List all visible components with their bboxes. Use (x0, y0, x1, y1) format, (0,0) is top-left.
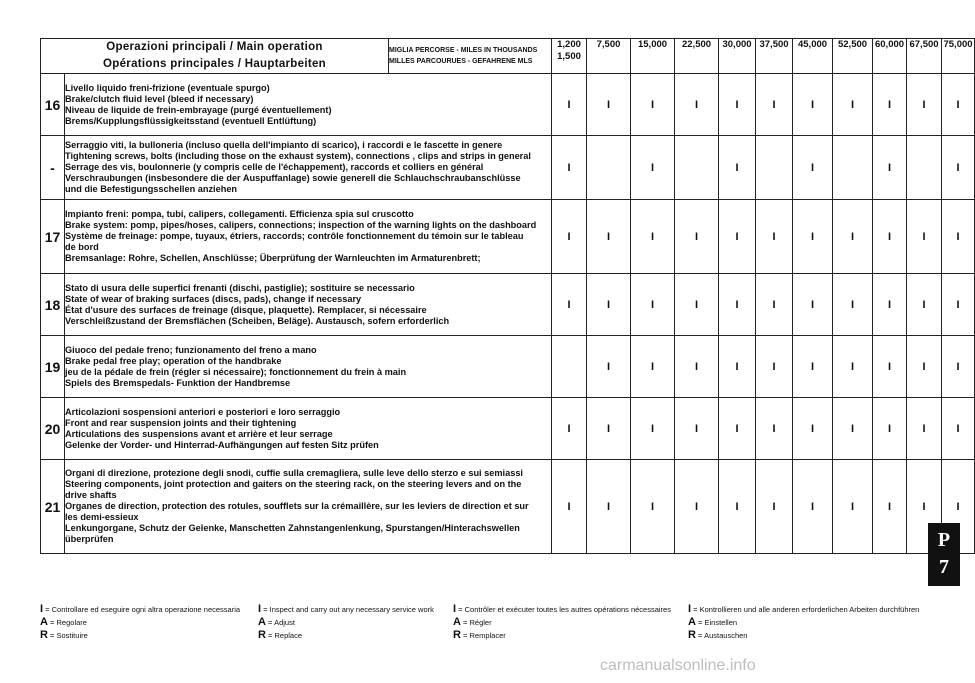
schedule-mark: I (942, 460, 975, 554)
legend-entry (258, 603, 453, 616)
schedule-mark: I (793, 274, 833, 336)
schedule-mark: I (907, 336, 942, 398)
watermark-text: carmanualsonline.info (600, 657, 756, 674)
interval-header (907, 39, 942, 74)
schedule-mark: I (833, 460, 873, 554)
section-tab (928, 523, 960, 586)
schedule-mark: I (833, 398, 873, 460)
schedule-mark: I (793, 336, 833, 398)
description-line: drive shafts (65, 490, 117, 500)
schedule-table (40, 38, 975, 554)
legend-key: A (258, 616, 266, 628)
schedule-body (41, 74, 975, 554)
schedule-row (41, 136, 975, 200)
legend-entry (40, 629, 260, 642)
legend-entry (453, 629, 685, 642)
schedule-mark: I (719, 460, 756, 554)
schedule-mark: I (552, 136, 587, 200)
legend-entry (688, 603, 920, 616)
interval-label: 37,500 (759, 39, 789, 50)
legend-french (453, 603, 685, 645)
schedule-mark: I (719, 398, 756, 460)
interval-header (675, 39, 719, 74)
interval-header (833, 39, 873, 74)
interval-header (942, 39, 975, 74)
schedule-row (41, 274, 975, 336)
schedule-mark: I (631, 274, 675, 336)
row-number: 16 (41, 74, 65, 136)
section-tab-number: 7 (939, 556, 949, 578)
schedule-mark: I (793, 460, 833, 554)
description-line: les demi-essieux (65, 512, 139, 522)
schedule-mark: I (719, 336, 756, 398)
header-title-line1: Operazioni principali / Main operation (106, 41, 323, 53)
schedule-mark: I (587, 460, 631, 554)
schedule-mark: I (631, 200, 675, 274)
operation-description (65, 460, 552, 554)
schedule-mark: I (756, 74, 793, 136)
schedule-mark (675, 136, 719, 200)
schedule-mark: I (756, 274, 793, 336)
schedule-mark: I (793, 200, 833, 274)
schedule-mark (907, 136, 942, 200)
schedule-mark: I (873, 460, 907, 554)
schedule-mark: I (719, 200, 756, 274)
schedule-mark: I (793, 74, 833, 136)
description-line: Serrage des vis, boulonnerie (y compris celle de l'échappement), raccords et colliers en général (65, 162, 484, 172)
schedule-mark: I (587, 74, 631, 136)
schedule-mark: I (756, 460, 793, 554)
description-line: Brems/Kupplungsflüssigkeitsstand (eventuell Entlüftung) (65, 115, 317, 126)
schedule-mark (756, 136, 793, 200)
legend-text: = Remplacer (463, 631, 506, 640)
interval-header (756, 39, 793, 74)
schedule-mark: I (907, 398, 942, 460)
legend-key: A (688, 616, 696, 628)
section-tab-letter: P (937, 529, 951, 551)
schedule-mark: I (552, 200, 587, 274)
legend-key: R (40, 629, 48, 641)
operation-description (65, 200, 552, 274)
description-line: und die Befestigungsschellen anziehen (65, 184, 238, 194)
schedule-mark: I (552, 398, 587, 460)
legend-key: R (258, 629, 266, 641)
interval-label: 45,000 (797, 39, 828, 50)
schedule-mark: I (907, 460, 942, 554)
schedule-row (41, 200, 975, 274)
description-line: Tightening screws, bolts (including those on the exhaust system), connections , clips and strips in general (65, 151, 531, 161)
schedule-row (41, 398, 975, 460)
interval-header (587, 39, 631, 74)
legend-english (258, 603, 453, 645)
operation-description (65, 74, 552, 136)
legend-entry (453, 603, 685, 616)
schedule-mark: I (942, 74, 975, 136)
schedule-mark: I (587, 274, 631, 336)
schedule-mark: I (675, 274, 719, 336)
interval-label: 1,200 (557, 39, 581, 50)
description-line: Organes de direction, protection des rotules, soufflets sur la crémaillère, sur les leviers de direction et sur (65, 501, 529, 511)
schedule-mark: I (942, 336, 975, 398)
schedule-mark: I (675, 200, 719, 274)
schedule-mark: I (907, 74, 942, 136)
legend-text: = Sostituire (50, 631, 88, 640)
description-line: Niveau de liquide de frein-embrayage (purgé éventuellement) (65, 104, 332, 115)
legend-entry (258, 616, 453, 629)
mileage-caption-line1: MIGLIA PERCORSE - MILES IN THOUSANDS (389, 47, 538, 54)
description-line: Serraggio viti, la bulloneria (incluso quella dell'impianto di scarico), i raccordi e le fascette in genere (65, 140, 503, 150)
schedule-mark: I (675, 74, 719, 136)
schedule-mark: I (873, 398, 907, 460)
schedule-mark: I (833, 200, 873, 274)
description-line: überprüfen (65, 534, 114, 544)
description-line: Front and rear suspension joints and their tightening (65, 417, 297, 428)
schedule-mark: I (587, 200, 631, 274)
description-line: Brake/clutch fluid level (bleed if necessary) (65, 93, 254, 104)
legend-entry (40, 603, 260, 616)
description-line: State of wear of braking surfaces (discs, pads), change if necessary (65, 293, 362, 304)
legend-entry (453, 616, 685, 629)
legend-text: = Contrôler et exécuter toutes les autres opérations nécessaires (458, 605, 671, 614)
interval-header (719, 39, 756, 74)
interval-label: 22,500 (681, 39, 712, 50)
description-line: Gelenke der Vorder- und Hinterrad-Aufhängungen auf festen Sitz prüfen (65, 439, 379, 450)
schedule-mark: I (873, 74, 907, 136)
interval-header (631, 39, 675, 74)
legend-key: I (40, 603, 44, 615)
description-line: de bord (65, 242, 99, 252)
operation-description (65, 398, 552, 460)
schedule-mark: I (552, 274, 587, 336)
schedule-mark: I (756, 398, 793, 460)
interval-header (873, 39, 907, 74)
schedule-row (41, 74, 975, 136)
schedule-row (41, 336, 975, 398)
interval-label: 52,500 (837, 39, 868, 50)
row-number: 20 (41, 398, 65, 460)
interval-label: 60,000 (874, 39, 905, 50)
legend-text: = Kontrollieren und alle anderen erforderlichen Arbeiten durchführen (693, 605, 920, 614)
legend-key: A (40, 616, 48, 628)
interval-header (552, 39, 587, 74)
legend-text: = Controllare ed eseguire ogni altra operazione necessaria (45, 605, 241, 614)
schedule-mark: I (587, 336, 631, 398)
legend-key: I (258, 603, 262, 615)
schedule-mark: I (942, 274, 975, 336)
schedule-mark (552, 336, 587, 398)
header-row (41, 39, 975, 74)
description-line: Lenkungorgane, Schutz der Gelenke, Manschetten Zahnstangenlenkung, Spurstangen/Hinterachswellen (65, 523, 520, 533)
schedule-mark: I (675, 460, 719, 554)
legend-text: = Einstellen (698, 618, 738, 627)
description-line: Organi di direzione, protezione degli snodi, cuffie sulla cremagliera, sulle leve dello sterzo e sui semiassi (65, 468, 523, 478)
schedule-mark: I (873, 336, 907, 398)
header-title-line2: Opérations principales / Hauptarbeiten (103, 58, 326, 70)
schedule-mark: I (631, 336, 675, 398)
schedule-mark: I (907, 200, 942, 274)
legend-german (688, 603, 920, 645)
interval-header (793, 39, 833, 74)
schedule-mark: I (942, 200, 975, 274)
description-line: Impianto freni: pompa, tubi, calipers, collegamenti. Efficienza spia sul cruscotto (65, 209, 414, 219)
interval-label: 15,000 (637, 39, 668, 50)
legend-text: = Regolare (50, 618, 87, 627)
legend-entry (40, 616, 260, 629)
mileage-caption (389, 39, 552, 74)
row-number: 21 (41, 460, 65, 554)
schedule-mark: I (631, 136, 675, 200)
description-line: Système de freinage: pompe, tuyaux, étriers, raccords; contrôle fonctionnement du témoin sur le tableau (65, 231, 524, 241)
schedule-mark: I (873, 274, 907, 336)
schedule-mark (833, 136, 873, 200)
legend-key: R (688, 629, 696, 641)
legend-key: I (453, 603, 457, 615)
schedule-mark: I (833, 336, 873, 398)
schedule-mark: I (793, 136, 833, 200)
schedule-mark: I (833, 74, 873, 136)
legend-italian (40, 603, 260, 645)
legend-key: A (453, 616, 461, 628)
legend-entry (688, 616, 913, 629)
schedule-mark: I (675, 336, 719, 398)
legend-entry (688, 629, 913, 642)
schedule-mark: I (873, 136, 907, 200)
legend-text: = Austauschen (698, 631, 748, 640)
row-number: 18 (41, 274, 65, 336)
schedule-mark: I (719, 136, 756, 200)
row-number: - (41, 136, 65, 200)
mileage-caption-line2: MILLES PARCOURUES - GEFAHRENE MLS (389, 58, 533, 65)
schedule-mark: I (719, 274, 756, 336)
description-line: Verschleißzustand der Bremsflächen (Scheiben, Beläge). Austausch, sofern erforderlich (65, 315, 450, 326)
schedule-mark: I (719, 74, 756, 136)
interval-label: 67,500 (909, 39, 939, 50)
schedule-mark: I (552, 460, 587, 554)
interval-label: 7,500 (596, 39, 621, 50)
schedule-mark: I (793, 398, 833, 460)
interval-label: 1,500 (557, 51, 581, 62)
operation-description (65, 336, 552, 398)
operation-description (65, 274, 552, 336)
legend-key: R (453, 629, 461, 641)
schedule-mark: I (587, 398, 631, 460)
row-number: 17 (41, 200, 65, 274)
description-line: Verschraubungen (insbesondere die der Auspuffanlage) sowie generell die Schlauchschraubanschlüsse (65, 173, 521, 183)
legend-key: I (688, 603, 692, 615)
legend-text: = Adjust (268, 618, 295, 627)
schedule-mark: I (631, 460, 675, 554)
description-line: Brake system: pomp, pipes/hoses, calipers, connections; inspection of the warning lights on the dashboard (65, 220, 537, 230)
schedule-mark: I (907, 274, 942, 336)
header-title (41, 39, 389, 74)
schedule-mark: I (873, 200, 907, 274)
description-line: Spiels des Bremspedals- Funktion der Handbremse (65, 377, 291, 388)
schedule-mark (587, 136, 631, 200)
schedule-mark: I (756, 336, 793, 398)
interval-label: 30,000 (722, 39, 752, 50)
schedule-mark: I (942, 136, 975, 200)
row-number: 19 (41, 336, 65, 398)
schedule-mark: I (631, 398, 675, 460)
legend-text: = Replace (268, 631, 303, 640)
interval-label: 75,000 (943, 39, 973, 50)
description-line: Articolazioni sospensioni anteriori e posteriori e loro serraggio (65, 406, 341, 417)
schedule-mark: I (756, 200, 793, 274)
description-line: Bremsanlage: Rohre, Schellen, Anschlüsse; Überprüfung der Warnleuchten im Armaturenbrett; (65, 253, 481, 263)
schedule-row (41, 460, 975, 554)
description-line: Livello liquido freni-frizione (eventuale spurgo) (65, 82, 270, 93)
description-line: Stato di usura delle superfici frenanti (dischi, pastiglie); sostituire se necessario (65, 282, 415, 293)
legend-entry (258, 629, 453, 642)
schedule-mark: I (552, 74, 587, 136)
description-line: Brake pedal free play; operation of the handbrake (65, 355, 282, 366)
description-line: jeu de la pédale de frein (régler si nécessaire); fonctionnement du frein à main (65, 366, 407, 377)
operation-description (65, 136, 552, 200)
description-line: Steering components, joint protection and gaiters on the steering rack, on the steering levers and on the (65, 479, 522, 489)
schedule-mark: I (833, 274, 873, 336)
schedule-mark: I (631, 74, 675, 136)
schedule-mark: I (675, 398, 719, 460)
legend-text: = Inspect and carry out any necessary service work (263, 605, 434, 614)
description-line: Articulations des suspensions avant et arrière et leur serrage (65, 428, 333, 439)
description-line: Giuoco del pedale freno; funzionamento del freno a mano (65, 344, 317, 355)
schedule-mark: I (942, 398, 975, 460)
description-line: État d'usure des surfaces de freinage (disque, plaquette). Remplacer, si nécessaire (65, 304, 427, 315)
legend-text: = Régler (463, 618, 492, 627)
